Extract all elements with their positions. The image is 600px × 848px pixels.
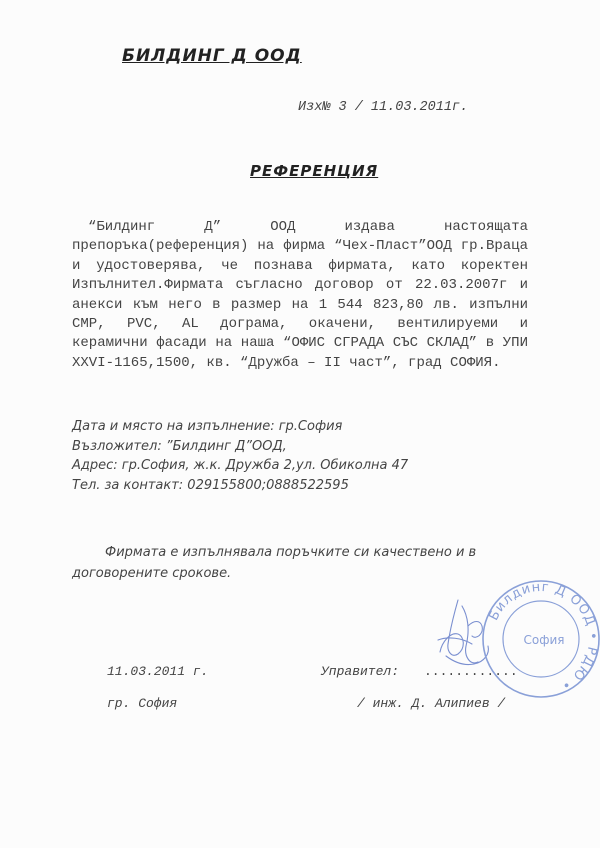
- signature-city: гр. София: [107, 696, 178, 711]
- reference-number: Изх№ 3 / 11.03.2011г.: [298, 100, 469, 115]
- details-block: [72, 417, 408, 495]
- client-address: Адрес: гр.София, ж.к. Дружба 2,ул. Обиколна 47: [72, 458, 409, 473]
- document-title: РЕФЕРЕНЦИЯ: [250, 162, 379, 180]
- contact-phone: Тел. за контакт: 029155800;0888522595: [72, 477, 349, 493]
- company-stamp: [478, 576, 600, 702]
- body-paragraph: “Билдинг Д” ООД издава настоящата препоръка(референция) на фирма “Чех-Пласт”ООД гр.Враца и удостоверява, че познава фирмата, като коректен Изпълнител.Фирмата съгласно договор от 22.03.2007г и анекси към него в размер на 1 544 823,80 лв. изпълни СМР, PVC, AL дограма, окачени, вентилируеми и керамични фасади на наша “ОФИС СГРАДА СЪС СКЛАД” в УПИ XXVI-1165,1500, кв. “Дружба – II част”, град СОФИЯ.: [72, 219, 528, 371]
- stamp-ring-text: Билдинг Д ООД • РДЮ •: [486, 579, 600, 693]
- signature-date: 11.03.2011 г.: [107, 664, 209, 679]
- signer-name: / инж. Д. Алипиев /: [357, 696, 506, 711]
- manager-label: Управител:: [321, 664, 400, 679]
- client-name: Възложител: ”Билдинг Д”ООД,: [72, 438, 287, 454]
- company-letterhead: БИЛДИНГ Д ООД: [122, 46, 302, 66]
- execution-place: Дата и място на изпълнение: гр.София: [72, 419, 343, 434]
- stamp-center-text: София: [523, 633, 565, 647]
- closing-statement: Фирмата е изпълнявала поръчките си качествено и в договорените срокове.: [72, 545, 477, 581]
- manager-signature-line: ............: [424, 664, 518, 679]
